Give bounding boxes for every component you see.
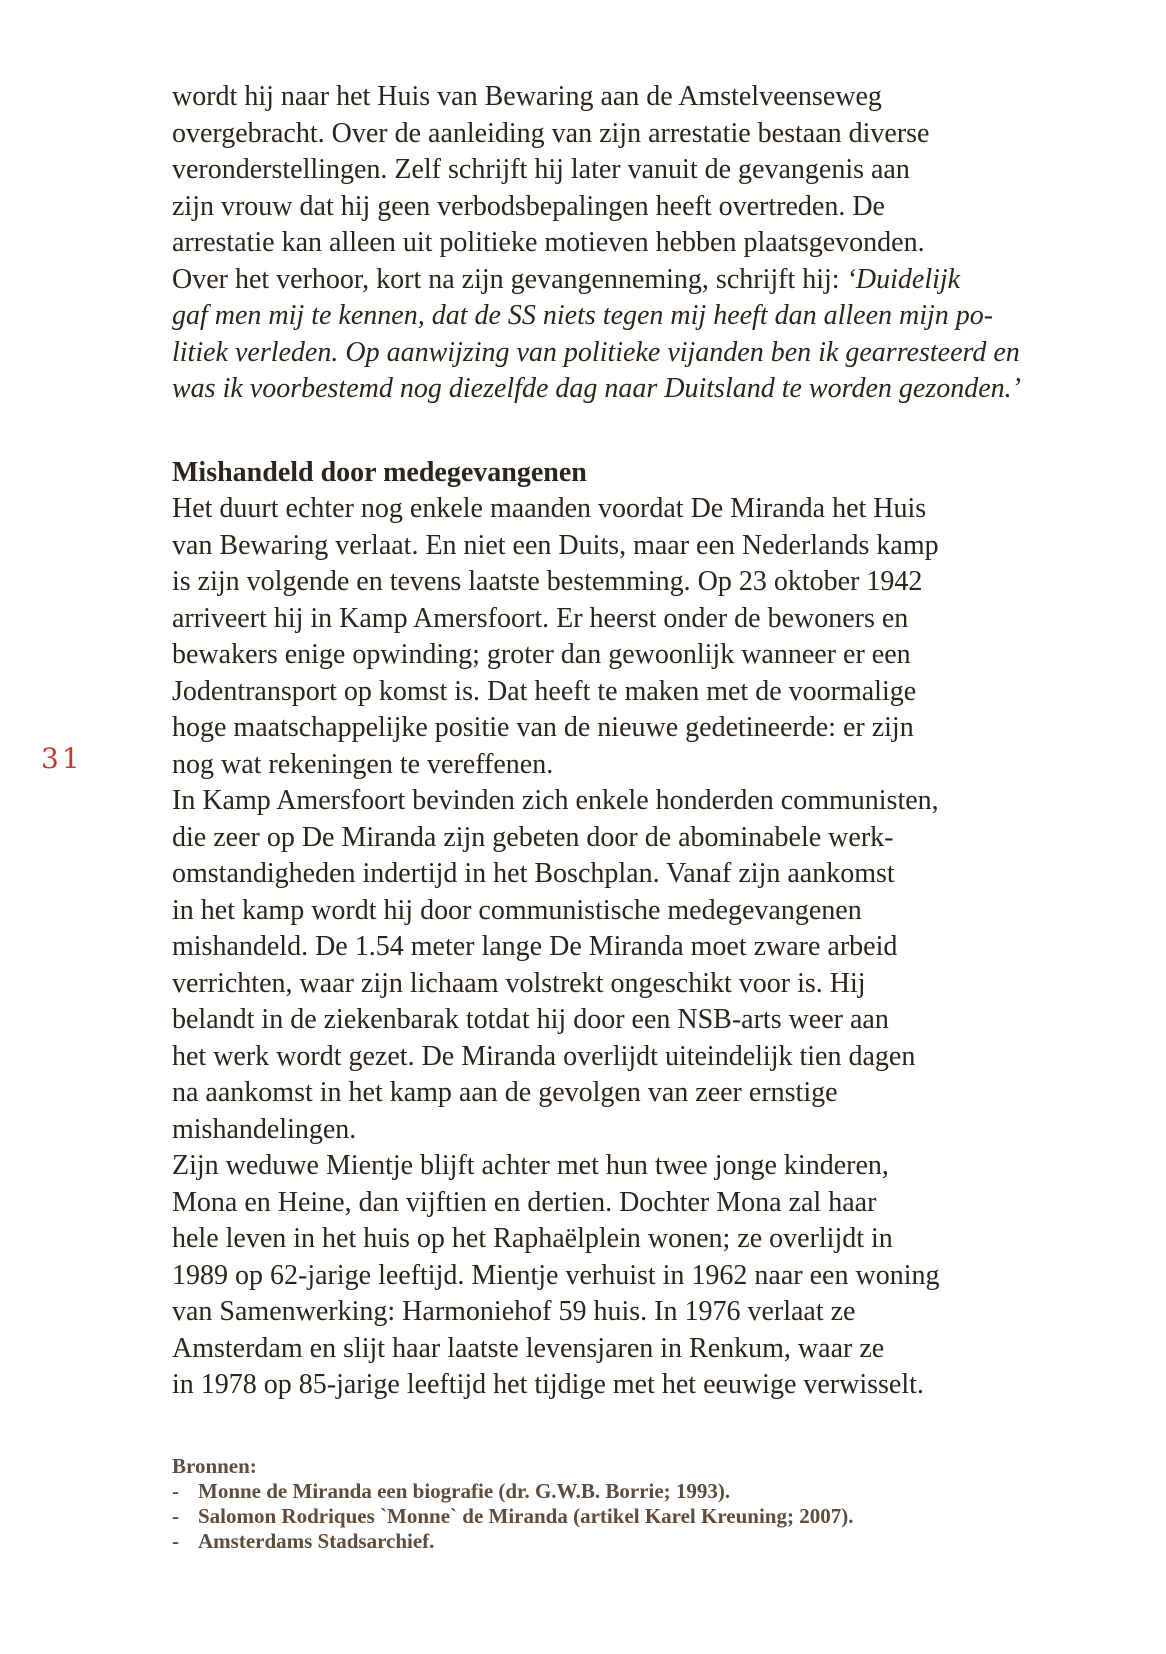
source-item-text: Amsterdams Stadsarchief. [198,1528,435,1553]
body-line: In Kamp Amersfoort bevinden zich enkele honderden communisten, [172,785,939,816]
body-line: is zijn volgende en tevens laatste bestemming. Op 23 oktober 1942 [172,566,923,597]
body-line: hele leven in het huis op het Raphaëlplein wonen; ze overlijdt in [172,1223,893,1254]
page-number: 31 [41,742,83,775]
body-line: verrichten, waar zijn lichaam volstrekt ongeschikt voor is. Hij [172,967,866,999]
body-line: mishandelingen. [172,1113,357,1145]
sources-section [172,1454,1052,1554]
source-item [172,1479,1052,1504]
section-heading: Mishandeld door medegevangenen [172,456,587,488]
body-line: Zijn weduwe Mientje blijft achter met hun twee jonge kinderen, [172,1150,889,1181]
body-line: het werk wordt gezet. De Miranda overlijdt uiteindelijk tien dagen [172,1040,916,1072]
body-line: overgebracht. Over de aanleiding van zijn arrestatie bestaan diverse [172,117,930,149]
source-item-dash: - [172,1478,179,1503]
body-line: arriveert hij in Kamp Amersfoort. Er heerst onder de bewoners en [172,602,909,634]
body-line: nog wat rekeningen te vereffenen. [172,748,554,780]
body-line: van Samenwerking: Harmoniehof 59 huis. In 1976 verlaat ze [172,1296,856,1327]
body-line: belandt in de ziekenbarak totdat hij door een NSB-arts weer aan [172,1004,889,1035]
body-line: wordt hij naar het Huis van Bewaring aan de Amstelveenseweg [172,81,882,112]
body-line: in 1978 op 85-jarige leeftijd het tijdige met het eeuwige verwisselt. [172,1369,924,1400]
body-line: veronderstellingen. Zelf schrijft hij later vanuit de gevangenis aan [172,154,910,185]
source-item-text: Monne de Miranda een biografie (dr. G.W.B. Borrie; 1993). [198,1478,731,1503]
body-line: 1989 op 62-jarige leeftijd. Mientje verhuist in 1962 naar een woning [172,1259,940,1291]
source-item [172,1504,1052,1529]
paragraph [172,491,1052,1404]
source-item [172,1529,1052,1554]
body-line: mishandeld. De 1.54 meter lange De Miranda moet zware arbeid [172,931,898,962]
body-line: die zeer op De Miranda zijn gebeten door de abominabele werk- [172,821,894,853]
sources-label: Bronnen: [172,1453,257,1478]
source-item-dash: - [172,1528,179,1553]
body-line: Amsterdam en slijt haar laatste levensjaren in Renkum, waar ze [172,1332,885,1364]
text-column [172,79,1052,1554]
article-body [172,79,1052,1404]
body-line: omstandigheden indertijd in het Boschplan. Vanaf zijn aankomst [172,858,895,889]
body-line: Het duurt echter nog enkele maanden voordat De Miranda het Huis [172,493,927,524]
body-line: was ik voorbestemd nog diezelfde dag naar Duitsland te worden gezonden.’ [172,373,1021,404]
sources-list [172,1479,1052,1554]
body-line: Jodentransport op komst is. Dat heeft te maken met de voormalige [172,675,917,707]
body-line: gaf men mij te kennen, dat de SS niets tegen mij heeft dan alleen mijn po- [172,300,994,331]
body-line: bewakers enige opwinding; groter dan gewoonlijk wanneer er een [172,639,911,670]
source-item-dash: - [172,1503,179,1528]
body-line: van Bewaring verlaat. En niet een Duits, maar een Nederlands kamp [172,529,939,561]
body-line: Mona en Heine, dan vijftien en dertien. Dochter Mona zal haar [172,1186,877,1218]
body-line: Over het verhoor, kort na zijn gevangenneming, schrijft hij: ‘Duidelijk [172,263,961,295]
body-line: litiek verleden. Op aanwijzing van politieke vijanden ben ik gearresteerd en [172,336,1020,368]
source-item-text: Salomon Rodriques `Monne` de Miranda (artikel Karel Kreuning; 2007). [198,1503,854,1528]
body-line: hoge maatschappelijke positie van de nieuwe gedetineerde: er zijn [172,712,914,743]
body-line: in het kamp wordt hij door communistische medegevangenen [172,894,862,926]
body-line: arrestatie kan alleen uit politieke motieven hebben plaatsgevonden. [172,227,925,258]
body-line: zijn vrouw dat hij geen verbodsbepalingen heeft overtreden. De [172,190,885,222]
body-line: na aankomst in het kamp aan de gevolgen van zeer ernstige [172,1077,838,1108]
paragraph [172,79,1052,408]
